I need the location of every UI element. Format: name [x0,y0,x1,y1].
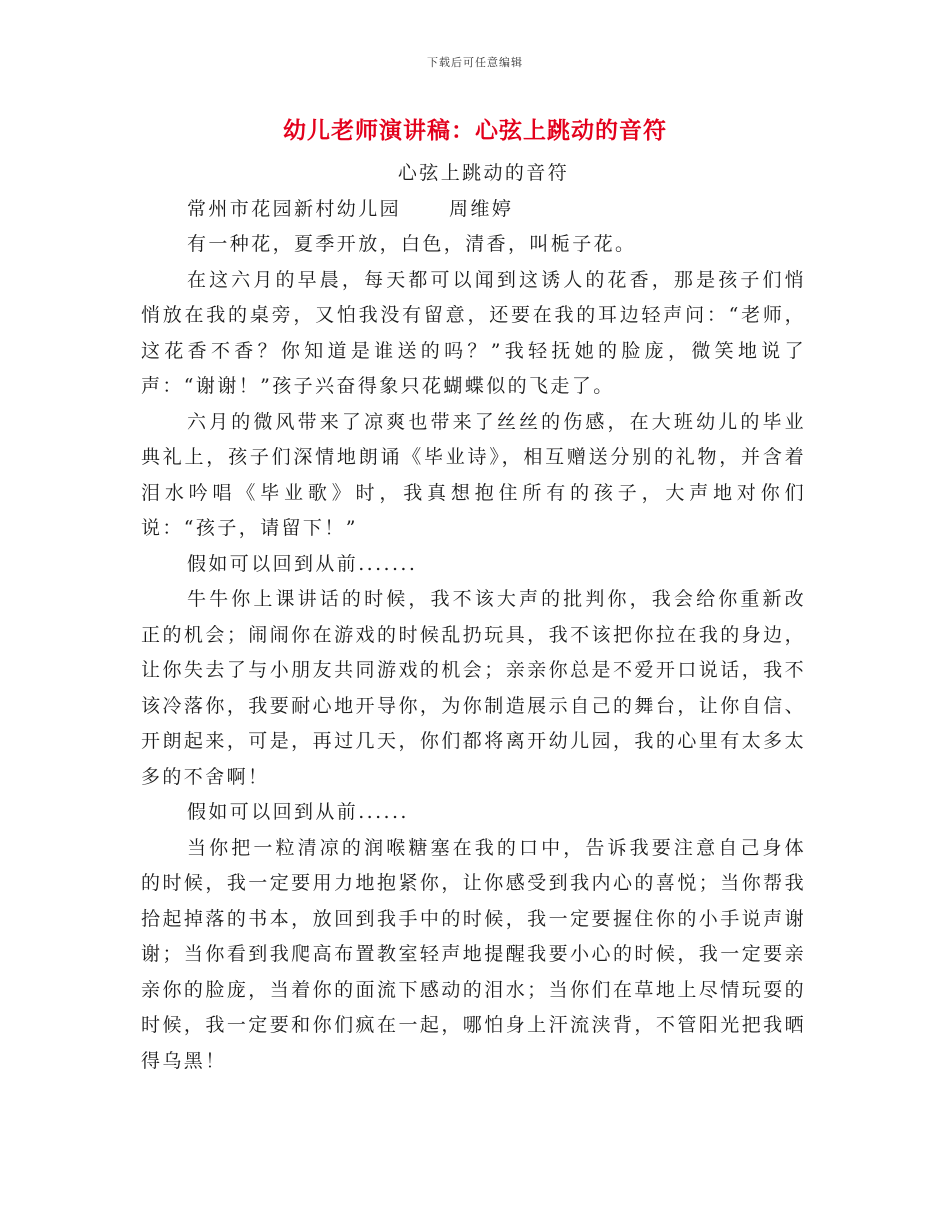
author-school: 常州市花园新村幼儿园 [187,197,402,220]
paragraph: 牛牛你上课讲话的时候，我不该大声的批判你，我会给你重新改正的机会；闹闹你在游戏的时候乱扔玩具，我不该把你拉在我的身边，让你失去了与小朋友共同游戏的机会；亲亲你总是不爱开口说话，我不该冷落你，我要耐心地开导你，为你制造展示自己的舞台，让你自信、开朗起来，可是，再过几天，你们都将离开幼儿园，我的心里有太多太多的不舍啊！ [141,588,806,788]
author-line [141,192,806,228]
paragraph: 当你把一粒清凉的润喉糖塞在我的口中，告诉我要注意自己身体的时候，我一定要用力地抱紧你，让你感受到我内心的喜悦；当你帮我拾起掉落的书本，放回到我手中的时候，我一定要握住你的小手说声谢谢；当你看到我爬高布置教室轻声地提醒我要小心的时候，我一定要亲亲你的脸庞，当着你的面流下感动的泪水；当你们在草地上尽情玩耍的时候，我一定要和你们疯在一起，哪怕身上汗流浃背，不管阳光把我晒得乌黑！ [141,836,806,1072]
header-note: 下载后可任意编辑 [427,56,523,69]
paragraph: 在这六月的早晨，每天都可以闻到这诱人的花香，那是孩子们悄悄放在我的桌旁，又怕我没有留意，还要在我的耳边轻声问：“老师，这花香不香？你知道是谁送的吗？”我轻抚她的脸庞，微笑地说了声：“谢谢！”孩子兴奋得象只花蝴蝶似的飞走了。 [141,268,806,397]
speech-subtitle: 心弦上跳动的音符 [397,162,570,184]
author-name: 周维婷 [449,197,514,220]
document-title: 幼儿老师演讲稿：心弦上跳动的音符 [283,118,667,144]
document-body [141,156,806,1079]
paragraph: 假如可以回到从前...... [187,801,409,823]
paragraph: 六月的微风带来了凉爽也带来了丝丝的伤感，在大班幼儿的毕业典礼上，孩子们深情地朗诵《毕业诗》，相互赠送分别的礼物，并含着泪水吟唱《毕业歌》时，我真想抱住所有的孩子，大声地对你们说：“孩子，请留下！” [141,410,806,539]
paragraph: 有一种花，夏季开放，白色，清香，叫栀子花。 [187,233,637,255]
paragraph: 假如可以回到从前....... [187,552,418,575]
